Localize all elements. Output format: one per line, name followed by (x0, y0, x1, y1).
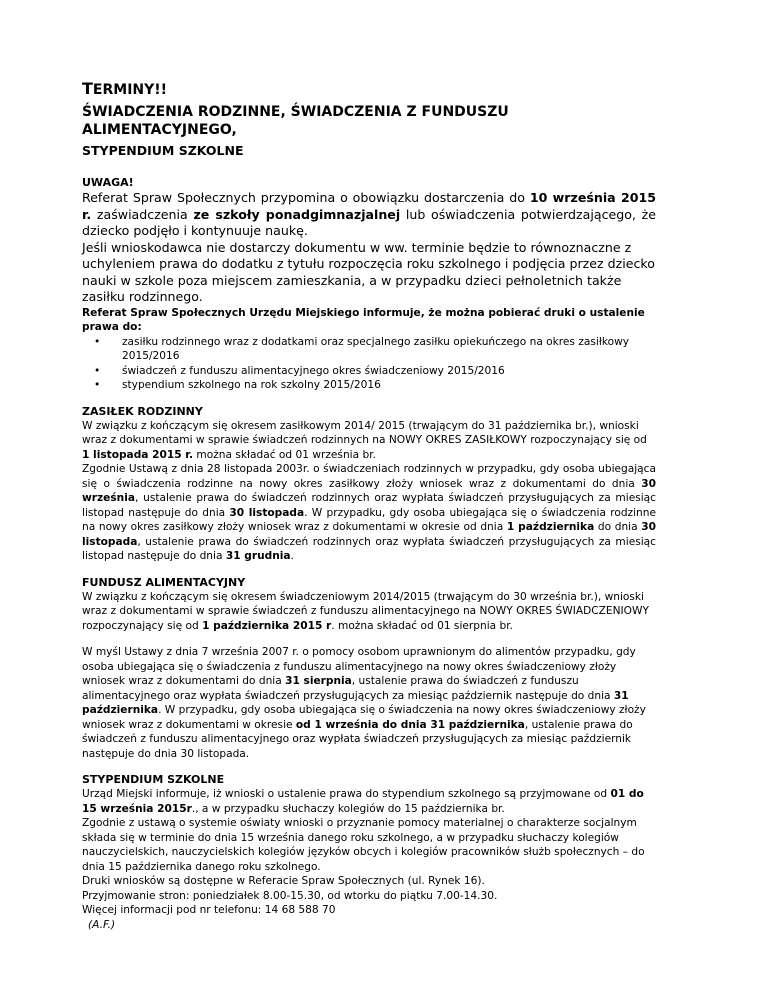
stypendium-paragraph-2: Zgodnie z ustawą o systemie oświaty wnioski o przyznanie pomocy materialnej o charakterze socjalnym składa się w terminie do dnia 15 września danego roku szkolnego, a w przypadku słuchaczy kolegiów nauczycielskich, nauczycielskich kolegiów języków obcych i kolegiów pracowników służb społecznych – do dnia 15 października danego roku szkolnego. (82, 817, 645, 873)
stypendium-paragraph-5: Więcej informacji pod nr telefonu: 14 68 588 70 (82, 904, 336, 916)
druki-list (82, 335, 656, 393)
stypendium-paragraph-4: Przyjmowanie stron: poniedziałek 8.00-15.30, od wtorku do piątku 7.00-14.30. (82, 889, 498, 902)
uwaga-label: UWAGA! (82, 176, 134, 189)
title-terminy: TERMINY!! (82, 79, 168, 98)
zasilek-heading: ZASIŁEK RODZINNY (82, 404, 203, 418)
fundusz-paragraph-2: W myśl Ustawy z dnia 7 września 2007 r. o pomocy osobom uprawnionym do alimentów przypadku, gdy osoba ubiegająca się o świadczenia z funduszu alimentacyjnego na nowy okres świadczeniowy złoży wniosek wraz z dokumentami do dnia 31 sierpnia, ustalenie prawa do świadczeń z funduszu alimentacyjnego oraz wypłata świadczeń przysługujących za miesiąc październik następuje do dnia 31 października. W przypadku, gdy osoba ubiegająca się o świadczenia na nowy okres świadczeniowy złoży wniosek wraz z dokumentami w okresie od 1 września do dnia 31 października, ustalenie prawa do świadczeń z funduszu alimentacyjnego oraz wypłata świadczeń przysługujących za miesiąc październik następuje do dnia 30 listopada. (82, 646, 646, 760)
section-zasilek (82, 405, 656, 564)
zasilek-paragraph-1: W związku z kończącym się okresem zasiłkowym 2014/ 2015 (trwającym do 31 października br.), wnioski wraz z dokumentami w sprawie świadczeń rodzinnych na NOWY OKRES ZASIŁKOWY rozpoczynający się od 1 listopada 2015 r. można składać od 01 września br. (82, 419, 647, 461)
fundusz-paragraph-1: W związku z kończącym się okresem świadczeniowym 2014/2015 (trwającym do 30 września br.), wnioski wraz z dokumentami w sprawie świadczeń z funduszu alimentacyjnego na NOWY OKRES ŚWIADCZENIOWY rozpoczynający się od 1 października 2015 r. można składać od 01 sierpnia br. (82, 590, 649, 632)
title-stypendium: STYPENDIUM SZKOLNE (82, 143, 244, 158)
title-swiadczenia: ŚWIADCZENIA RODZINNE, ŚWIADCZENIA Z FUNDUSZU ALIMENTACYJNEGO, (82, 104, 509, 138)
list-item: • stypendium szkolnego na rok szkolny 2015/2016 (82, 378, 656, 393)
stypendium-heading: STYPENDIUM SZKOLNE (82, 773, 225, 786)
stypendium-paragraph-1: Urząd Miejski informuje, iż wnioski o ustalenie prawa do stypendium szkolnego są przyjmowane od 01 do 15 września 2015r., a w przypadku słuchaczy kolegiów do 15 października br. (82, 788, 644, 815)
uwaga-paragraph-1: Referat Spraw Społecznych przypomina o obowiązku dostarczenia do 10 września 2015 r. zaświadczenia ze szkoły ponadgimnazjalnej lub oświadczenia potwierdzającego, że dziecko podjęło i kontynuuje naukę. (82, 190, 657, 238)
section-fundusz (82, 576, 656, 762)
fundusz-heading: FUNDUSZ ALIMENTACYJNY (82, 575, 246, 589)
stypendium-paragraph-3: Druki wniosków są dostępne w Referacie Spraw Społecznych (ul. Rynek 16). (82, 875, 485, 887)
zasilek-paragraph-2: Zgodnie Ustawą z dnia 28 listopada 2003r. o świadczeniach rodzinnych w przypadku, gdy osoba ubiegająca się o świadczenia rodzinne na nowy okres zasiłkowy złoży wniosek wraz z dokumentami do dnia 30 września, ustalenie prawa do świadczeń rodzinnych oraz wypłata świadczeń przysługujących za miesiąc listopad następuje do dnia 30 listopada. W przypadku, gdy osoba ubiegająca się o świadczenia rodzinne na nowy okres zasiłkowy złoży wniosek wraz z dokumentami w okresie od dnia 1 października do dnia 30 listopada, ustalenie prawa do świadczeń rodzinnych oraz wypłata świadczeń przysługujących za miesiąc listopad następuje do dnia 31 grudnia. (82, 463, 657, 562)
signature: (A.F.) (88, 918, 116, 931)
list-item: • zasiłku rodzinnego wraz z dodatkami oraz specjalnego zasiłku opiekuńczego na okres zasiłkowy 2015/2016 (82, 335, 656, 364)
uwaga-paragraph-3: Referat Spraw Społecznych Urzędu Miejskiego informuje, że można pobierać druki o ustalenie prawa do: (82, 306, 645, 333)
section-stypendium (82, 773, 656, 932)
uwaga-paragraph-2: Jeśli wnioskodawca nie dostarczy dokumentu w ww. terminie będzie to równoznaczne z uchyleniem prawa do dodatku z tytułu rozpoczęcia roku szkolnego i podjęcia przez dziecko nauki w szkole poza miejscem zamieszkania, a w przypadku dzieci pełnoletnich także zasiłku rodzinnego. (82, 239, 655, 304)
list-item: • świadczeń z funduszu alimentacyjnego okres świadczeniowy 2015/2016 (82, 364, 656, 379)
